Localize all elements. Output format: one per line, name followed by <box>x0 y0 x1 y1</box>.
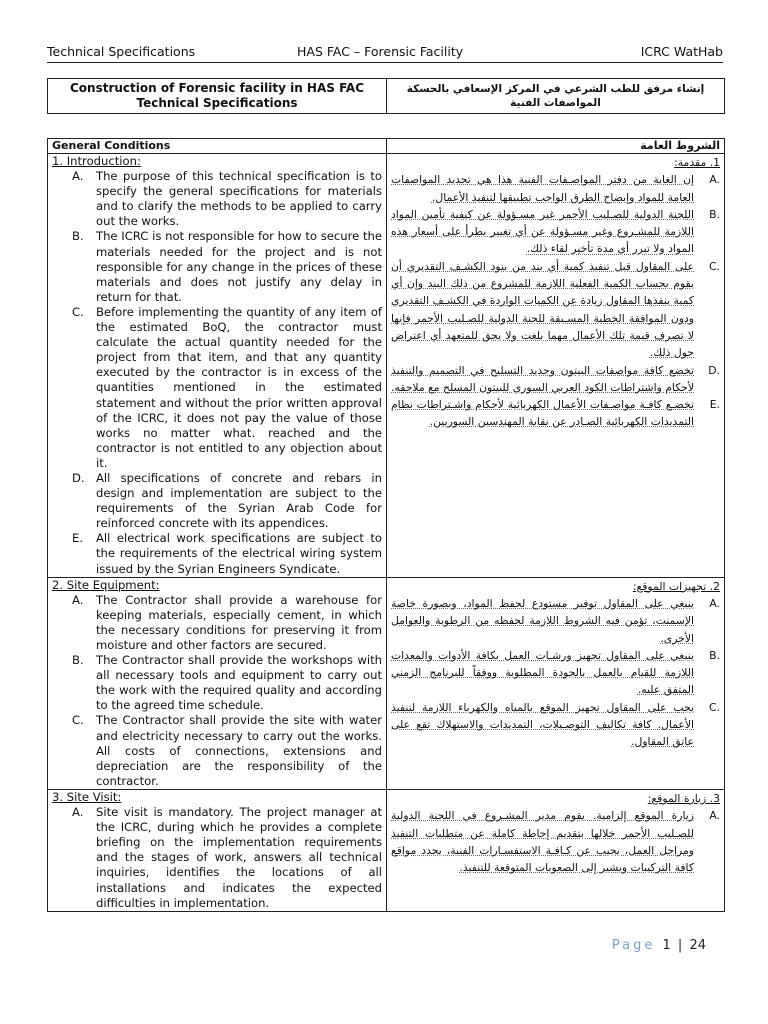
title-ar-line-1: إنشاء مرفق للطب الشرعي في المركز الإسعافي بالحسكة <box>406 83 705 95</box>
item-label-ar: A. <box>709 596 720 610</box>
item-label-ar: E. <box>709 398 720 412</box>
item-label-en: A. <box>72 169 84 184</box>
item-text-ar: ينبغي على المقاول توفير مستودع لحفظ المواد، وبصورة خاصة الإسمنت، تؤمن فيه الشروط اللازمة لحفظه من الرطوبة والعوامل الأخرى. <box>391 596 694 645</box>
item-text-en: The Contractor shall provide a warehouse for keeping materials, especially cement, in which the necessary conditions for preserving it from moisture and other factors are secured. <box>96 592 382 652</box>
list-item-en <box>52 305 382 471</box>
item-label-en: B. <box>72 229 84 244</box>
section-row <box>48 154 725 578</box>
header-left: Technical Specifications <box>47 44 196 59</box>
section-title-ar: 1. مقدمة: <box>674 156 720 169</box>
header-center: HAS FAC – Forensic Facility <box>297 44 464 59</box>
list-item-ar <box>391 396 720 431</box>
list-item-ar <box>391 807 720 876</box>
item-text-en: Before implementing the quantity of any item of the estimated BoQ, the contractor must calculate the actual quantity needed for the project from that item, and that any quantity executed by the contractor is in excess of the quantities mentioned in the estimated statement and without the prior written approval of the ICRC, it does not pay the value of those works no matter what. reached and the contractor is not entitled to any objection about it. <box>96 304 382 470</box>
header-general-conditions-ar: الشروط العامة <box>387 139 725 154</box>
page-footer <box>612 938 706 953</box>
item-text-en: All specifications of concrete and rebars in design and implementation are subject to the requirements of the Syrian Arab Code for reinforced concrete with its appendices. <box>96 470 382 531</box>
item-label-ar: A. <box>709 173 720 187</box>
item-text-ar: إن الغاية من دفتر المواصـفات الفنية هذا هي تحديد المواصفات العامة للمواد وإيضاح الطرق الواجب تطبيقها لتنفيذ الأعمال. <box>391 173 694 204</box>
item-label-en: B. <box>72 653 84 668</box>
table-header-row <box>48 139 725 154</box>
section-title-en: 1. Introduction: <box>52 154 141 168</box>
list-item-en <box>52 593 382 653</box>
item-text-ar: على المقاول قبل تنفيذ كمية أي بند من بنود الكشـف التقديري أن يقوم بحساب الكمية الفعلية اللازمة للمشروع من ذلك البند وإن أي كمية ينفذها المقاول زيادة عن الكميات الواردة في الكشـف التقديري ودون الموافقة الخطية المسـبقة للجنة الدولية للصـليب الأحمر فإنها لا تصرف قيمة تلك الأعمال مهما بلغت ولا يحق للمتعهد أي اعتراض حول ذلك. <box>391 259 694 360</box>
item-text-en: All electrical work specifications are subject to the requirements of the electrical wiring system issued by the Syrian Engineers Syndicate. <box>96 531 382 576</box>
item-label-ar: C. <box>709 700 720 714</box>
list-item-en <box>52 653 382 713</box>
list-item-ar <box>391 699 720 751</box>
item-text-en: The Contractor shall provide the workshops with all necessary tools and equipment to carry out the work with the required quality and according to the agreed time schedule. <box>96 653 382 713</box>
list-item-en <box>52 713 382 788</box>
list-item-ar <box>391 258 720 362</box>
list-item-ar <box>391 206 720 258</box>
item-text-ar: زيارة الموقع إلزامية. يقوم مدير المشـروع في اللجنة الدولية للصـليب الأحمر خلالها بتقديم إحاطة كاملة عن متطلبات التنفيذ ومراحل العمل، يجيب عن كـافـة الاستفسـارات الفنية، يحدد مواقع كافة التركيبات ويشير إلى الصعوبات المتوقعة للتنفيذ. <box>391 809 694 875</box>
section-english-cell <box>48 154 387 578</box>
item-text-en: The Contractor shall provide the site with water and electricity necessary to carry out the works. All costs of connections, extensions and depreciation are the responsibility of the contractor. <box>96 713 382 788</box>
item-label-en: E. <box>72 531 84 546</box>
section-english-cell <box>48 789 387 911</box>
item-label-ar: C. <box>709 259 720 273</box>
footer-total-pages: 24 <box>689 938 706 953</box>
item-text-en: The purpose of this technical specification is to specify the general specifications for materials and to clarify the methods to be applied to carry out the works. <box>96 169 382 229</box>
list-item-en <box>52 471 382 531</box>
item-text-ar: ينبغي على المقاول تجهيز ورشـات العمل بكافة الأدوات والمعدات اللازمة للقيام بالعمل بالجودة المطلوبة ووفقاً للبرنامج الزمني المتفق عليه. <box>391 648 694 697</box>
item-label-en: D. <box>72 470 85 485</box>
item-text-ar: يجب على المقاول تجهيز الموقع بالمياه والكهرباء اللازمة لتنفيذ الأعمال. كافة تكاليف التوصـيلات، التمديدات والاستهلاك تقع على عاتق المقاول. <box>391 700 694 749</box>
section-arabic-cell <box>387 789 725 911</box>
list-item-en <box>52 531 382 576</box>
section-title-en: 2. Site Equipment: <box>52 577 160 592</box>
item-label-en: A. <box>72 805 84 820</box>
section-row <box>48 789 725 911</box>
footer-separator: | <box>677 938 683 953</box>
list-item-ar <box>391 647 720 699</box>
list-item-ar <box>391 595 720 647</box>
list-item-ar <box>391 362 720 397</box>
page-header <box>47 44 723 63</box>
item-label-ar: B. <box>709 207 720 221</box>
list-item-en <box>52 229 382 304</box>
item-label-en: C. <box>72 304 84 319</box>
section-arabic-cell <box>387 154 725 578</box>
list-item-ar <box>391 171 720 206</box>
title-english <box>48 79 387 113</box>
item-label-ar: B. <box>709 648 720 662</box>
sections-body <box>48 154 725 912</box>
header-right: ICRC WatHab <box>640 44 723 59</box>
specifications-table <box>47 138 725 912</box>
section-title-en: 3. Site Visit: <box>52 789 122 804</box>
item-label-ar: D. <box>708 363 720 377</box>
section-english-cell <box>48 577 387 789</box>
title-arabic <box>387 79 724 113</box>
item-text-ar: تخضع كافة مواصفات البيتون وحديد التسليح في التصميم والتنفيذ لأحكام واشتراطات الكود العربي السوري للبيتون المسلح مع ملاحقه. <box>391 363 694 394</box>
item-text-ar: تخضـع كافـة مواصـفات الأعمال الكهربائية لأحكام واشـتراطات نظام التمديدات الكهربائية الصـادر عن نقابة المهندسين السوريين. <box>391 398 694 429</box>
title-ar-line-2: المواصفات الفنية <box>510 97 601 109</box>
item-label-en: A. <box>72 592 84 607</box>
title-en-line-2: Technical Specifications <box>136 96 298 110</box>
section-arabic-cell <box>387 577 725 789</box>
document-title-box <box>47 78 725 114</box>
header-general-conditions: General Conditions <box>48 139 387 154</box>
item-text-en: Site visit is mandatory. The project manager at the ICRC, during which he provides a complete briefing on the implementation requirements and the stages of work, answers all technical inquiries, identifies the locations of all installations and indicates the expected difficulties in implementation. <box>96 805 382 910</box>
item-text-ar: اللجنة الدولية للصـليب الأحمر غير مسـؤولة عن كيفية تأمين المواد اللازمة للمشـروع وغير مسـؤولة عن أي تغيير يطرأ على أسعار هذه المواد ولا تبرر أي مدة تأخير لقاء ذلك. <box>391 207 694 256</box>
list-item-en <box>52 805 382 911</box>
footer-page-number: 1 <box>662 938 671 953</box>
section-title-ar: 2. تجهيزات الموقع: <box>632 579 720 593</box>
title-en-line-1: Construction of Forensic facility in HAS FAC <box>69 81 364 95</box>
footer-page-word: Page <box>611 938 656 953</box>
section-row <box>48 577 725 789</box>
section-title-ar: 3. زيارة الموقع: <box>647 791 720 805</box>
item-label-ar: A. <box>709 809 720 823</box>
item-text-en: The ICRC is not responsible for how to secure the materials needed for the project and is not responsible for any change in the prices of these materials and does not justify any delay in return for that. <box>96 229 382 304</box>
item-label-en: C. <box>72 713 84 728</box>
list-item-en <box>52 169 382 229</box>
